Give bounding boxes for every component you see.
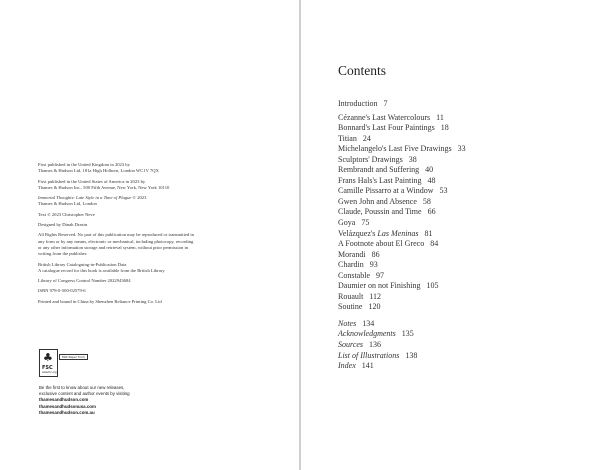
imprint-paragraph bbox=[38, 162, 268, 175]
imprint-paragraph bbox=[38, 278, 268, 284]
toc-title: Morandi bbox=[338, 249, 366, 259]
toc-title: Goya bbox=[338, 218, 356, 228]
toc-title: Cézanne's Last Watercolours bbox=[338, 112, 431, 122]
toc-entry bbox=[338, 260, 588, 271]
imprint-text: © 2023 bbox=[131, 195, 147, 201]
website-link: thamesandhudsonusa.com bbox=[39, 403, 96, 409]
imprint-line: First published in the United Kingdom in 2023 by bbox=[38, 162, 130, 167]
imprint-paragraph bbox=[38, 195, 268, 208]
toc-entry bbox=[338, 165, 588, 176]
toc-entry bbox=[338, 186, 588, 197]
toc-entry bbox=[338, 340, 588, 351]
toc-title: Rembrandt and Suffering bbox=[338, 165, 420, 175]
toc-entry bbox=[338, 197, 588, 208]
toc-entry bbox=[338, 319, 588, 330]
toc-title: Frans Hals's Last Painting bbox=[338, 175, 422, 185]
imprint-line: writing from the publisher. bbox=[38, 251, 88, 257]
website-link: thamesandhudson.com.au bbox=[39, 409, 95, 415]
toc-page: 11 bbox=[436, 112, 444, 122]
toc-entry bbox=[338, 123, 588, 134]
copyright-imprint bbox=[38, 162, 268, 309]
fsc-tag: MIX Paper from bbox=[59, 354, 88, 360]
toc-page: 134 bbox=[362, 318, 375, 328]
toc-title: Titian bbox=[338, 133, 357, 143]
toc-entry bbox=[338, 176, 588, 187]
toc-title: Soutine bbox=[338, 302, 363, 312]
fsc-mark: FSC bbox=[42, 365, 53, 371]
toc-title: List of Illustrations bbox=[338, 350, 400, 360]
toc-entry bbox=[338, 250, 588, 261]
imprint-line: Designed by Dinah Drazin bbox=[38, 222, 88, 228]
toc-title: Bonnard's Last Four Paintings bbox=[338, 123, 435, 133]
toc-page: 33 bbox=[457, 144, 466, 154]
toc-title: Acknowledgments bbox=[338, 329, 396, 339]
imprint-line: any form or by any means, electronic or mechanical, including photocopy, recording bbox=[38, 238, 194, 244]
toc-page: 135 bbox=[401, 329, 414, 339]
toc-title: Rouault bbox=[338, 291, 364, 301]
toc-page: 93 bbox=[369, 260, 378, 270]
imprint-paragraph bbox=[38, 212, 268, 218]
toc-entry bbox=[338, 292, 588, 303]
toc-entry bbox=[338, 155, 588, 166]
tree-icon: ♣ bbox=[43, 351, 53, 364]
fsc-logo bbox=[39, 349, 101, 377]
toc-title: Velázquez's bbox=[338, 228, 378, 238]
toc-entry bbox=[338, 302, 588, 313]
imprint-line bbox=[38, 195, 146, 200]
toc-page: 75 bbox=[361, 218, 370, 228]
toc-page: 81 bbox=[424, 228, 433, 238]
toc-entry bbox=[338, 351, 588, 362]
imprint-line: Text © 2023 Christopher Neve bbox=[38, 211, 95, 217]
toc-page: 138 bbox=[405, 350, 418, 360]
imprint-line: All Rights Reserved. No part of this publication may be reproduced or transmitted in bbox=[38, 232, 194, 238]
toc-title: A Footnote about El Greco bbox=[338, 239, 425, 249]
imprint-line: Printed and bound in China by Shenzhen Reliance Printing Co. Ltd bbox=[38, 298, 162, 304]
toc-title: Claude, Poussin and Time bbox=[338, 207, 422, 217]
newsletter-line: exclusive content and author events by visiting bbox=[39, 391, 130, 397]
toc-title: Chardin bbox=[338, 260, 364, 270]
toc-entry bbox=[338, 207, 588, 218]
toc-page: 53 bbox=[439, 186, 448, 196]
newsletter-note bbox=[39, 385, 189, 416]
toc-page: 66 bbox=[427, 207, 436, 217]
imprint-line: ISBN 978-0-500-02579-6 bbox=[38, 288, 86, 294]
toc-page: 120 bbox=[368, 302, 381, 312]
toc-page: 84 bbox=[430, 239, 439, 249]
toc-entry bbox=[338, 218, 588, 229]
imprint-line: A catalogue record for this book is available from the British Library bbox=[38, 267, 165, 273]
right-page bbox=[301, 0, 600, 470]
toc-entry bbox=[338, 229, 588, 240]
toc-title: Sculptors' Drawings bbox=[338, 154, 403, 164]
imprint-paragraph bbox=[38, 232, 268, 257]
imprint-line: Thames & Hudson Ltd, 181a High Holborn, London WC1V 7QX bbox=[38, 168, 159, 174]
toc-title: Introduction bbox=[338, 99, 378, 108]
toc-page: 7 bbox=[383, 99, 388, 108]
toc-page: 97 bbox=[376, 270, 384, 280]
toc-entry bbox=[338, 113, 588, 124]
imprint-paragraph bbox=[38, 179, 268, 192]
table-of-contents bbox=[338, 99, 588, 372]
toc-title: Constable bbox=[338, 270, 370, 280]
toc-page: 18 bbox=[440, 123, 449, 133]
toc-title: Sources bbox=[338, 340, 364, 350]
toc-page: 38 bbox=[408, 154, 417, 164]
imprint-line: Thames & Hudson Inc., 500 Fifth Avenue, New York, New York 10110 bbox=[38, 184, 170, 190]
toc-entry bbox=[338, 99, 588, 110]
toc-title: Index bbox=[338, 361, 356, 371]
toc-page: 105 bbox=[426, 281, 439, 291]
contents-title: Contents bbox=[338, 63, 387, 78]
toc-page: 40 bbox=[425, 165, 434, 175]
website-link: thamesandhudson.com bbox=[39, 397, 89, 403]
imprint-paragraph bbox=[38, 262, 268, 275]
imprint-paragraph bbox=[38, 288, 268, 294]
imprint-line: or any other information storage and retrieval system, without prior permission in bbox=[38, 244, 189, 250]
toc-page: 86 bbox=[371, 249, 380, 259]
toc-page: 48 bbox=[427, 175, 436, 185]
toc-page: 136 bbox=[369, 340, 382, 350]
book-title: Immortal Thoughts: Late Style in a Time of Plague bbox=[38, 195, 132, 201]
imprint-line: Thames & Hudson Ltd, London bbox=[38, 201, 97, 207]
toc-entry bbox=[338, 329, 588, 340]
left-page bbox=[0, 0, 299, 470]
imprint-line: First published in the United States of America in 2023 by bbox=[38, 178, 146, 184]
toc-entry bbox=[338, 134, 588, 145]
imprint-paragraph bbox=[38, 299, 268, 305]
toc-title: Gwen John and Absence bbox=[338, 196, 417, 206]
fsc-site: www.fsc.org bbox=[42, 371, 57, 374]
toc-title: Camille Pissarro at a Window bbox=[338, 186, 434, 196]
toc-title-italic: Las Meninas bbox=[377, 228, 419, 238]
toc-title: Michelangelo's Last Five Drawings bbox=[338, 144, 452, 154]
toc-entry bbox=[338, 361, 588, 372]
imprint-line: British Library Cataloguing-in-Publication Data bbox=[38, 261, 127, 267]
toc-page: 24 bbox=[362, 133, 371, 143]
fsc-logo-box bbox=[39, 349, 58, 377]
toc-page: 112 bbox=[369, 291, 382, 301]
toc-entry bbox=[338, 239, 588, 250]
toc-page: 141 bbox=[361, 361, 374, 371]
toc-page: 58 bbox=[422, 196, 431, 206]
imprint-paragraph bbox=[38, 222, 268, 228]
toc-title: Daumier on not Finishing bbox=[338, 281, 421, 291]
toc-title: Notes bbox=[338, 318, 357, 328]
toc-entry bbox=[338, 144, 588, 155]
imprint-line: Library of Congress Control Number 2022943684 bbox=[38, 278, 131, 284]
newsletter-line: Be the first to know about our new releases, bbox=[39, 385, 125, 390]
toc-entry bbox=[338, 281, 588, 292]
toc-entry bbox=[338, 271, 588, 282]
